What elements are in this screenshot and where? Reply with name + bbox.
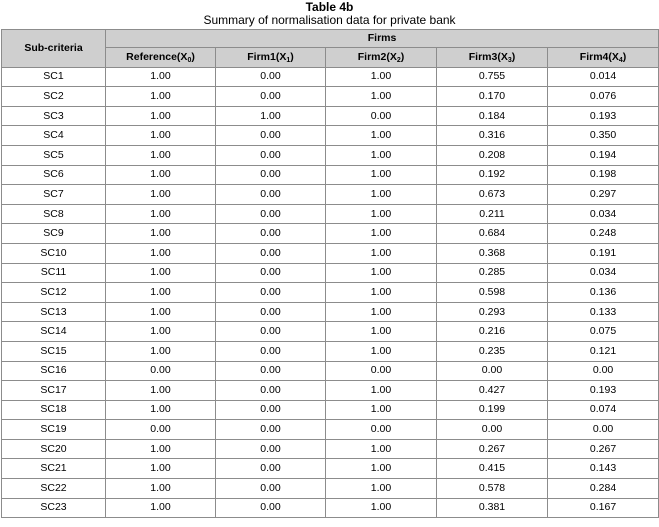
table-body xyxy=(2,67,659,518)
value-cell: 1.00 xyxy=(106,185,216,205)
value-cell: 0.267 xyxy=(548,439,659,459)
value-cell: 1.00 xyxy=(326,341,437,361)
sub-criteria-cell: SC5 xyxy=(2,145,106,165)
column-header xyxy=(326,48,437,68)
value-cell: 1.00 xyxy=(106,87,216,107)
value-cell: 0.194 xyxy=(548,145,659,165)
sub-criteria-cell: SC12 xyxy=(2,283,106,303)
sub-criteria-cell: SC6 xyxy=(2,165,106,185)
header-row-group xyxy=(2,30,659,48)
value-cell: 0.368 xyxy=(437,243,548,263)
table-row xyxy=(2,87,659,107)
value-cell: 0.00 xyxy=(216,243,326,263)
value-cell: 0.184 xyxy=(437,106,548,126)
table-row xyxy=(2,263,659,283)
value-cell: 1.00 xyxy=(106,165,216,185)
value-cell: 1.00 xyxy=(326,400,437,420)
table-row xyxy=(2,67,659,87)
table-row xyxy=(2,439,659,459)
value-cell: 0.136 xyxy=(548,283,659,303)
value-cell: 1.00 xyxy=(106,322,216,342)
sub-criteria-cell: SC13 xyxy=(2,302,106,322)
value-cell: 0.267 xyxy=(437,439,548,459)
value-cell: 0.00 xyxy=(216,439,326,459)
value-cell: 0.00 xyxy=(216,165,326,185)
value-cell: 0.193 xyxy=(548,106,659,126)
column-header-subscript: 2 xyxy=(396,56,401,64)
value-cell: 0.427 xyxy=(437,381,548,401)
value-cell: 0.00 xyxy=(216,145,326,165)
column-header-subscript: 3 xyxy=(507,56,512,64)
value-cell: 0.199 xyxy=(437,400,548,420)
sub-criteria-cell: SC10 xyxy=(2,243,106,263)
value-cell: 1.00 xyxy=(326,243,437,263)
table-row xyxy=(2,341,659,361)
value-cell: 0.316 xyxy=(437,126,548,146)
value-cell: 0.235 xyxy=(437,341,548,361)
value-cell: 0.076 xyxy=(548,87,659,107)
table-row xyxy=(2,106,659,126)
value-cell: 0.578 xyxy=(437,479,548,499)
sub-criteria-cell: SC16 xyxy=(2,361,106,381)
value-cell: 1.00 xyxy=(326,459,437,479)
sub-criteria-cell: SC22 xyxy=(2,479,106,499)
sub-criteria-cell: SC18 xyxy=(2,400,106,420)
table-row xyxy=(2,224,659,244)
value-cell: 0.684 xyxy=(437,224,548,244)
table-row xyxy=(2,498,659,518)
column-header xyxy=(548,48,659,68)
value-cell: 0.293 xyxy=(437,302,548,322)
value-cell: 0.00 xyxy=(216,420,326,440)
table-caption xyxy=(0,0,659,27)
value-cell: 1.00 xyxy=(326,283,437,303)
value-cell: 0.00 xyxy=(216,263,326,283)
value-cell: 0.00 xyxy=(216,341,326,361)
value-cell: 0.755 xyxy=(437,67,548,87)
value-cell: 0.00 xyxy=(548,420,659,440)
table-row xyxy=(2,459,659,479)
table-row xyxy=(2,204,659,224)
value-cell: 1.00 xyxy=(106,106,216,126)
value-cell: 0.034 xyxy=(548,263,659,283)
column-header-close: ) xyxy=(290,50,294,63)
table-row xyxy=(2,420,659,440)
column-header-label: Firm2(X xyxy=(357,50,397,63)
table-row xyxy=(2,145,659,165)
value-cell: 0.00 xyxy=(216,459,326,479)
value-cell: 1.00 xyxy=(106,243,216,263)
value-cell: 1.00 xyxy=(216,106,326,126)
value-cell: 0.598 xyxy=(437,283,548,303)
value-cell: 0.00 xyxy=(106,420,216,440)
value-cell: 0.415 xyxy=(437,459,548,479)
value-cell: 0.00 xyxy=(548,361,659,381)
column-header-subscript: 1 xyxy=(286,56,291,64)
table-row xyxy=(2,479,659,499)
column-header-subscript: 0 xyxy=(187,56,192,64)
value-cell: 0.248 xyxy=(548,224,659,244)
sub-criteria-cell: SC7 xyxy=(2,185,106,205)
value-cell: 0.208 xyxy=(437,145,548,165)
column-header xyxy=(106,48,216,68)
value-cell: 1.00 xyxy=(106,479,216,499)
table-title: Table 4b xyxy=(305,0,354,14)
table-subtitle: Summary of normalisation data for private bank xyxy=(203,13,456,27)
sub-criteria-cell: SC4 xyxy=(2,126,106,146)
value-cell: 1.00 xyxy=(106,381,216,401)
column-header-close: ) xyxy=(400,50,405,63)
value-cell: 0.00 xyxy=(326,361,437,381)
value-cell: 1.00 xyxy=(326,263,437,283)
column-header xyxy=(216,48,326,68)
value-cell: 0.00 xyxy=(216,67,326,87)
value-cell: 0.00 xyxy=(216,361,326,381)
value-cell: 0.381 xyxy=(437,498,548,518)
value-cell: 0.133 xyxy=(548,302,659,322)
value-cell: 1.00 xyxy=(326,224,437,244)
value-cell: 0.00 xyxy=(216,224,326,244)
table-row xyxy=(2,400,659,420)
value-cell: 1.00 xyxy=(106,283,216,303)
value-cell: 0.00 xyxy=(216,322,326,342)
column-header-label: Firm1(X xyxy=(247,50,287,63)
value-cell: 0.00 xyxy=(216,479,326,499)
sub-criteria-cell: SC15 xyxy=(2,341,106,361)
value-cell: 0.075 xyxy=(548,322,659,342)
value-cell: 0.198 xyxy=(548,165,659,185)
table-row xyxy=(2,283,659,303)
sub-criteria-cell: SC8 xyxy=(2,204,106,224)
value-cell: 1.00 xyxy=(106,498,216,518)
value-cell: 0.00 xyxy=(106,361,216,381)
column-header-label: Firm4(X xyxy=(579,50,619,63)
value-cell: 0.00 xyxy=(437,420,548,440)
firms-group-header: Firms xyxy=(106,30,659,48)
column-header-label: Firm3(X xyxy=(468,50,508,63)
value-cell: 0.00 xyxy=(216,302,326,322)
value-cell: 0.00 xyxy=(216,204,326,224)
sub-criteria-cell: SC9 xyxy=(2,224,106,244)
value-cell: 0.074 xyxy=(548,400,659,420)
value-cell: 0.191 xyxy=(548,243,659,263)
value-cell: 0.00 xyxy=(216,498,326,518)
table-row xyxy=(2,361,659,381)
table-row xyxy=(2,165,659,185)
value-cell: 1.00 xyxy=(106,224,216,244)
sub-criteria-cell: SC1 xyxy=(2,67,106,87)
value-cell: 1.00 xyxy=(326,204,437,224)
value-cell: 0.00 xyxy=(216,185,326,205)
value-cell: 1.00 xyxy=(326,165,437,185)
value-cell: 1.00 xyxy=(326,67,437,87)
value-cell: 0.143 xyxy=(548,459,659,479)
value-cell: 0.285 xyxy=(437,263,548,283)
column-header-label: Reference(X xyxy=(126,50,188,63)
table-row xyxy=(2,126,659,146)
value-cell: 1.00 xyxy=(106,204,216,224)
normalisation-table xyxy=(1,29,659,518)
value-cell: 0.673 xyxy=(437,185,548,205)
value-cell: 1.00 xyxy=(326,185,437,205)
table-row xyxy=(2,381,659,401)
value-cell: 0.00 xyxy=(216,381,326,401)
value-cell: 1.00 xyxy=(326,381,437,401)
sub-criteria-header: Sub-criteria xyxy=(2,30,106,68)
column-header-close: ) xyxy=(622,50,627,63)
sub-criteria-cell: SC21 xyxy=(2,459,106,479)
value-cell: 1.00 xyxy=(106,145,216,165)
value-cell: 1.00 xyxy=(106,459,216,479)
column-header-subscript: 4 xyxy=(618,56,623,64)
value-cell: 0.014 xyxy=(548,67,659,87)
value-cell: 1.00 xyxy=(106,263,216,283)
value-cell: 1.00 xyxy=(106,302,216,322)
value-cell: 0.297 xyxy=(548,185,659,205)
value-cell: 1.00 xyxy=(106,126,216,146)
value-cell: 0.284 xyxy=(548,479,659,499)
sub-criteria-cell: SC17 xyxy=(2,381,106,401)
value-cell: 0.350 xyxy=(548,126,659,146)
sub-criteria-cell: SC2 xyxy=(2,87,106,107)
column-header-close: ) xyxy=(191,50,195,63)
sub-criteria-cell: SC11 xyxy=(2,263,106,283)
value-cell: 1.00 xyxy=(326,322,437,342)
value-cell: 1.00 xyxy=(106,67,216,87)
value-cell: 0.00 xyxy=(216,283,326,303)
value-cell: 0.170 xyxy=(437,87,548,107)
value-cell: 0.034 xyxy=(548,204,659,224)
sub-criteria-cell: SC20 xyxy=(2,439,106,459)
value-cell: 0.192 xyxy=(437,165,548,185)
value-cell: 1.00 xyxy=(106,341,216,361)
table-row xyxy=(2,185,659,205)
value-cell: 0.121 xyxy=(548,341,659,361)
value-cell: 1.00 xyxy=(106,439,216,459)
value-cell: 0.00 xyxy=(216,400,326,420)
value-cell: 0.00 xyxy=(216,87,326,107)
value-cell: 1.00 xyxy=(326,126,437,146)
value-cell: 0.00 xyxy=(326,420,437,440)
value-cell: 1.00 xyxy=(326,145,437,165)
value-cell: 0.00 xyxy=(437,361,548,381)
sub-criteria-cell: SC3 xyxy=(2,106,106,126)
table-row xyxy=(2,302,659,322)
value-cell: 0.193 xyxy=(548,381,659,401)
column-header xyxy=(437,48,548,68)
value-cell: 1.00 xyxy=(326,479,437,499)
sub-criteria-cell: SC19 xyxy=(2,420,106,440)
value-cell: 0.00 xyxy=(216,126,326,146)
table-row xyxy=(2,322,659,342)
value-cell: 0.167 xyxy=(548,498,659,518)
table-row xyxy=(2,243,659,263)
value-cell: 1.00 xyxy=(326,302,437,322)
value-cell: 0.216 xyxy=(437,322,548,342)
sub-criteria-cell: SC14 xyxy=(2,322,106,342)
value-cell: 1.00 xyxy=(106,400,216,420)
sub-criteria-cell: SC23 xyxy=(2,498,106,518)
value-cell: 0.211 xyxy=(437,204,548,224)
value-cell: 1.00 xyxy=(326,498,437,518)
value-cell: 1.00 xyxy=(326,87,437,107)
value-cell: 0.00 xyxy=(326,106,437,126)
value-cell: 1.00 xyxy=(326,439,437,459)
table-head xyxy=(2,30,659,68)
column-header-close: ) xyxy=(511,50,516,63)
